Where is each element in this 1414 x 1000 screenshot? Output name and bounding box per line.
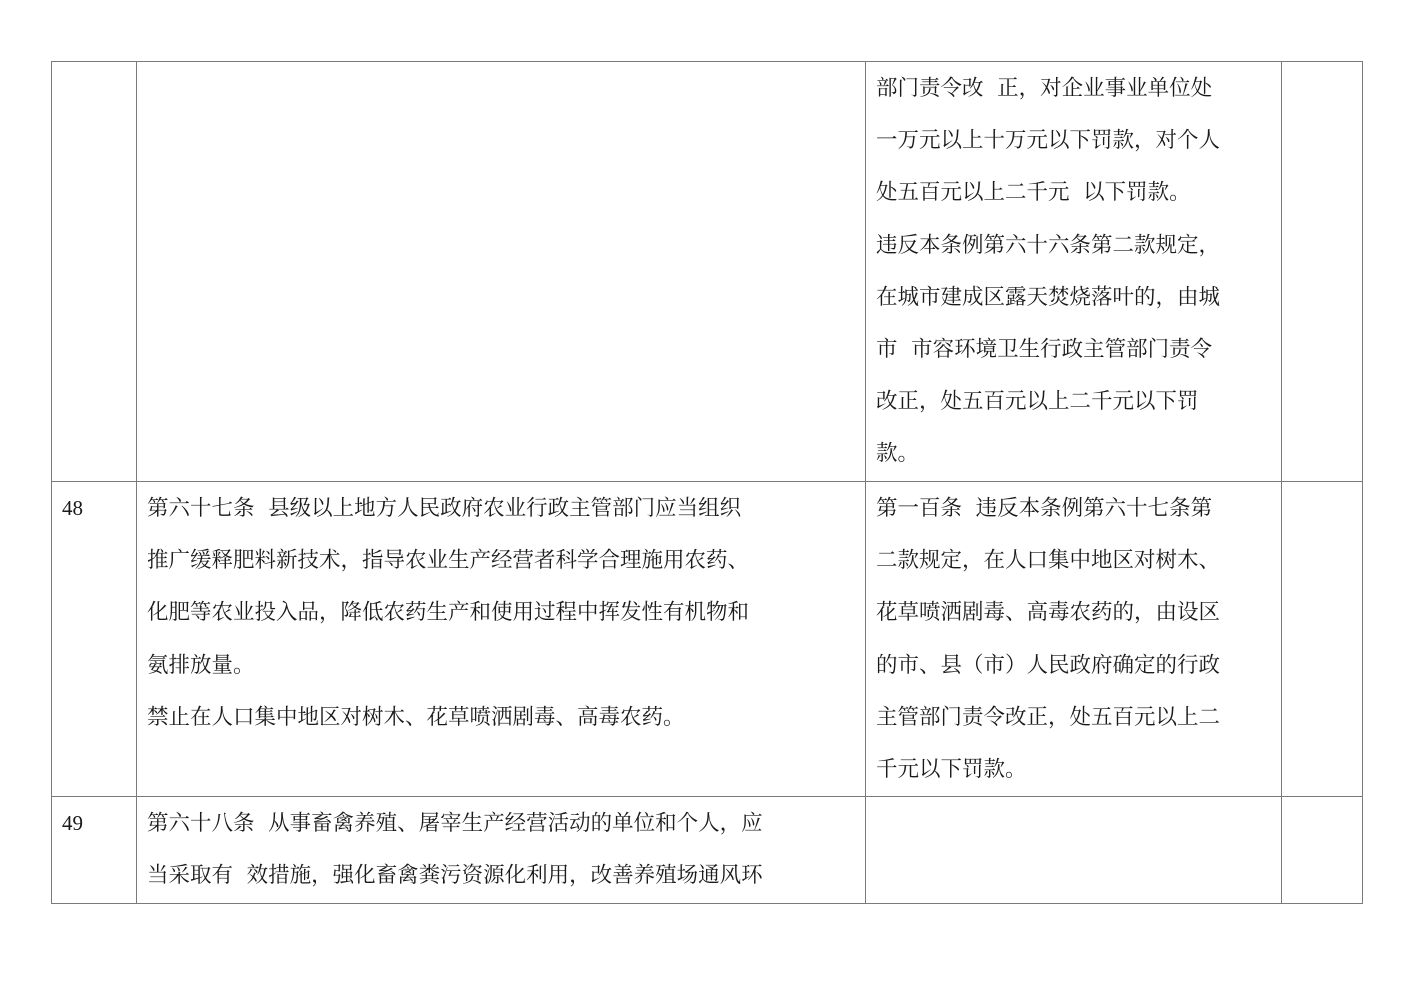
table-row xyxy=(52,62,1363,482)
penalty-line: 市 市容环境卫生行政主管部门责令 xyxy=(876,337,1213,363)
penalty-line: 主管部门责令改正，处五百元以上二 xyxy=(876,704,1221,730)
table-row xyxy=(52,482,1363,797)
penalty-cell xyxy=(866,62,1282,482)
remark-cell xyxy=(1282,482,1363,797)
row-number-cell: 48 xyxy=(52,482,137,797)
remark-cell xyxy=(1282,797,1363,903)
article-line: 推广缓释肥料新技术，指导农业生产经营者科学合理施用农药、 xyxy=(147,548,750,574)
penalty-line: 违反本条例第六十六条第二款规定， xyxy=(876,232,1221,258)
article-cell xyxy=(137,482,866,797)
article-cell xyxy=(137,62,866,482)
penalty-line: 处五百元以上二千元 以下罚款。 xyxy=(876,180,1191,206)
remark-cell xyxy=(1282,62,1363,482)
penalty-cell xyxy=(866,797,1282,903)
penalty-line: 一万元以上十万元以下罚款，对个人 xyxy=(876,128,1221,154)
article-line: 第六十七条 县级以上地方人民政府农业行政主管部门应当组织 xyxy=(147,496,742,521)
article-line: 第六十八条 从事畜禽养殖、屠宰生产经营活动的单位和个人，应 xyxy=(147,811,763,837)
regulation-comparison-table xyxy=(51,61,1363,904)
penalty-line: 在城市建成区露天焚烧落叶的，由城 xyxy=(876,284,1221,310)
article-cell xyxy=(137,797,866,903)
penalty-line: 第一百条 违反本条例第六十七条第 xyxy=(876,496,1213,521)
penalty-line: 改正，处五百元以上二千元以下罚 xyxy=(876,389,1199,415)
penalty-line: 二款规定，在人口集中地区对树木、 xyxy=(876,548,1221,574)
penalty-line: 花草喷洒剧毒、高毒农药的，由设区 xyxy=(876,600,1221,626)
article-line: 化肥等农业投入品，降低农药生产和使用过程中挥发性有机物和 xyxy=(147,600,750,626)
article-line: 禁止在人口集中地区对树木、花草喷洒剧毒、高毒农药。 xyxy=(147,704,685,730)
penalty-line: 款。 xyxy=(876,441,920,467)
penalty-line: 千元以下罚款。 xyxy=(876,757,1027,783)
table-row xyxy=(52,797,1363,903)
row-number-cell xyxy=(52,62,137,482)
penalty-line: 的市、县（市）人民政府确定的行政 xyxy=(876,652,1221,678)
article-line: 氨排放量。 xyxy=(147,652,255,678)
penalty-cell xyxy=(866,482,1282,797)
article-line: 当采取有 效措施，强化畜禽粪污资源化利用，改善养殖场通风环 xyxy=(147,863,763,889)
penalty-line: 部门责令改 正，对企业事业单位处 xyxy=(876,76,1213,101)
row-number-cell: 49 xyxy=(52,797,137,903)
